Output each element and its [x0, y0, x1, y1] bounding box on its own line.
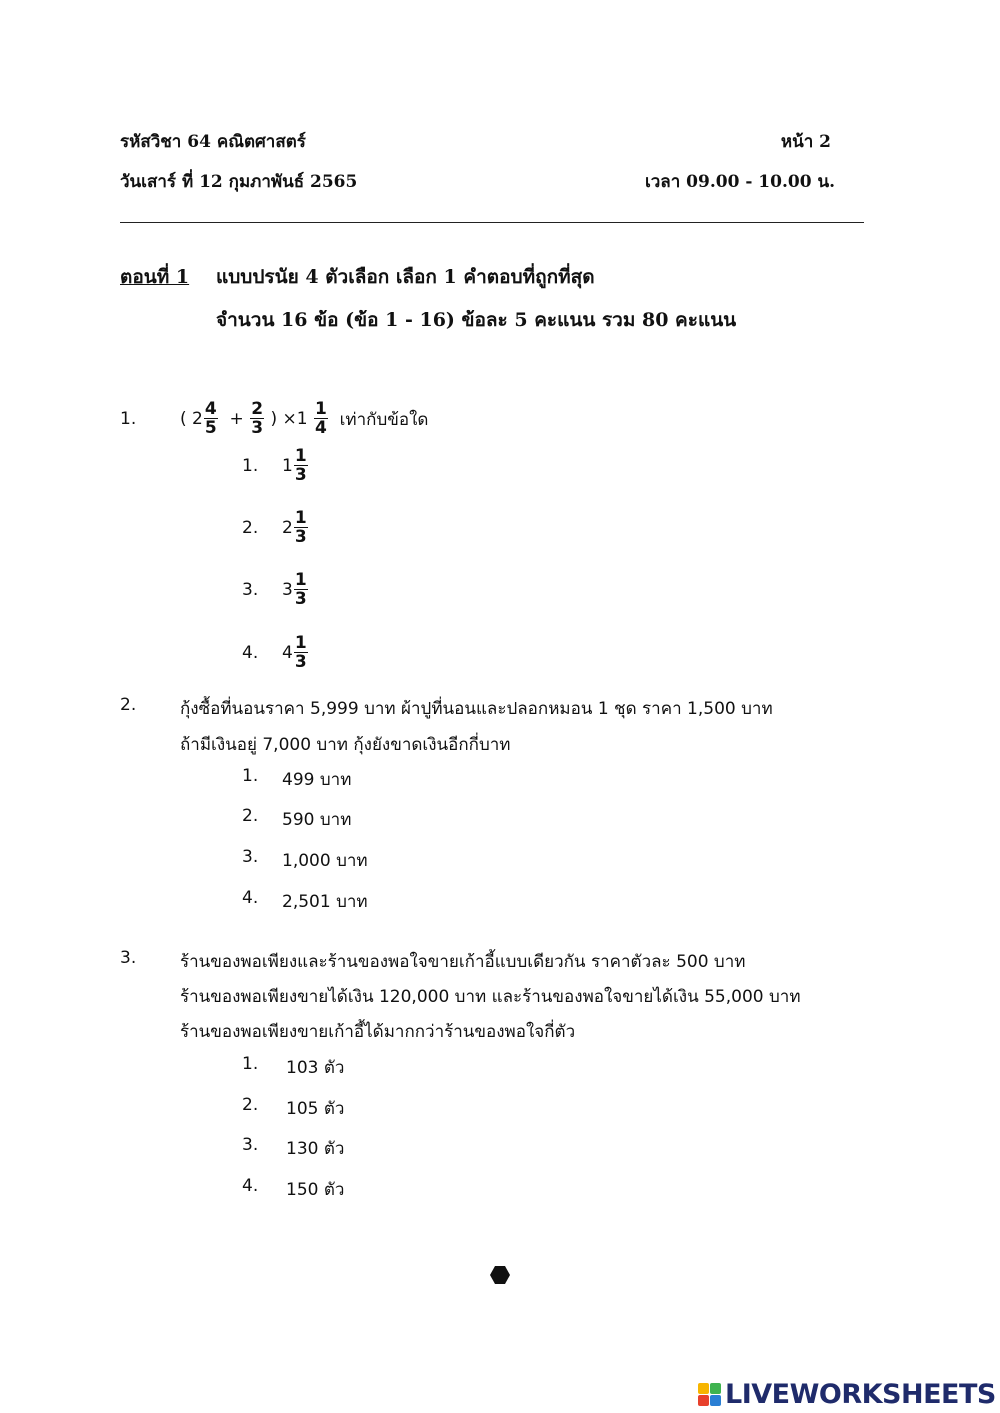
- numerator: 1: [294, 570, 307, 590]
- question-2-text-line: กุ้งซื้อที่นอนราคา 5,999 บาท ผ้าปูที่นอนและปลอกหมอน 1 ชุด ราคา 1,500 บาท: [180, 699, 773, 719]
- fraction: [314, 401, 328, 437]
- question-2-number: 2.: [120, 695, 137, 715]
- question-3-text-line: ร้านของพอเพียงขายได้เงิน 120,000 บาท และร้านของพอใจขายได้เงิน 55,000 บาท: [180, 987, 801, 1007]
- question-2-text-line: ถ้ามีเงินอยู่ 7,000 บาท กุ้งยังขาดเงินอีกกี่บาท: [180, 735, 511, 755]
- choice-text: 130 ตัว: [286, 1139, 345, 1159]
- choice-text: 499 บาท: [282, 770, 352, 790]
- section-title: ตอนที่ 1: [120, 266, 190, 288]
- whole-part: 3: [282, 580, 293, 600]
- whole-part: 1: [282, 456, 293, 476]
- choice-number: 1.: [242, 1054, 259, 1074]
- open-paren: (: [180, 409, 187, 429]
- whole-part: 2: [282, 518, 293, 538]
- choice-number: 3.: [242, 580, 259, 600]
- choice-number: 2.: [242, 1095, 259, 1115]
- denominator: 5: [204, 418, 217, 438]
- numerator: 1: [294, 508, 307, 528]
- denominator: 3: [294, 652, 307, 672]
- fraction: [294, 510, 308, 546]
- exam-date: วันเสาร์ ที่ 12 กุมภาพันธ์ 2565: [120, 172, 358, 192]
- choice-text: 103 ตัว: [286, 1058, 345, 1078]
- denominator: 3: [294, 465, 307, 485]
- choice-answer: [282, 445, 309, 487]
- denominator: 3: [294, 527, 307, 547]
- grid-square: [710, 1383, 721, 1394]
- plus-sign: +: [229, 409, 244, 429]
- choice-text: 1,000 บาท: [282, 851, 368, 871]
- choice-number: 3.: [242, 847, 259, 867]
- question-1-number: 1.: [120, 409, 137, 429]
- choice-number: 4.: [242, 643, 259, 663]
- choice-number: 2.: [242, 518, 259, 538]
- denominator: 3: [294, 589, 307, 609]
- times-sign: ×1: [282, 409, 308, 429]
- choice-text: 150 ตัว: [286, 1180, 345, 1200]
- numerator: 4: [204, 399, 217, 419]
- choice-number: 2.: [242, 806, 259, 826]
- numerator: 1: [294, 633, 307, 653]
- page-number: หน้า 2: [780, 132, 831, 152]
- liveworksheets-logo[interactable]: [698, 1379, 996, 1410]
- choice-answer: [282, 569, 309, 611]
- choice-text: 2,501 บาท: [282, 892, 368, 912]
- choice-number: 3.: [242, 1135, 259, 1155]
- grid-square: [698, 1383, 709, 1394]
- subject-code: รหัสวิชา 64 คณิตศาสตร์: [120, 132, 306, 152]
- grid-square: [698, 1395, 709, 1406]
- choice-number: 1.: [242, 456, 259, 476]
- hexagon-page-marker-icon: [490, 1266, 510, 1284]
- choice-number: 4.: [242, 888, 259, 908]
- whole-part: 2: [192, 409, 203, 429]
- fraction: [204, 401, 218, 437]
- choice-text: 105 ตัว: [286, 1099, 345, 1119]
- whole-part: 4: [282, 643, 293, 663]
- choice-answer: [282, 507, 309, 549]
- fraction: [294, 635, 308, 671]
- question-1-tail: เท่ากับข้อใด: [339, 409, 429, 430]
- numerator: 1: [294, 446, 307, 466]
- section-scoring: จำนวน 16 ข้อ (ข้อ 1 - 16) ข้อละ 5 คะแนน รวม 80 คะแนน: [216, 309, 737, 331]
- choice-number: 4.: [242, 1176, 259, 1196]
- exam-time: เวลา 09.00 - 10.00 น.: [644, 172, 835, 192]
- choice-answer: [282, 632, 309, 674]
- numerator: 1: [314, 399, 327, 419]
- question-1-expression: [180, 396, 428, 442]
- brand-name: LIVEWORKSHEETS: [725, 1379, 996, 1410]
- question-3-text-line: ร้านของพอเพียงและร้านของพอใจขายเก้าอี้แบบเดียวกัน ราคาตัวละ 500 บาท: [180, 952, 746, 972]
- choice-text: 590 บาท: [282, 810, 352, 830]
- header-divider: [120, 222, 864, 223]
- fraction: [250, 401, 264, 437]
- choice-number: 1.: [242, 766, 259, 786]
- section-instructions: แบบปรนัย 4 ตัวเลือก เลือก 1 คำตอบที่ถูกที่สุด: [216, 266, 595, 288]
- denominator: 4: [314, 418, 327, 438]
- question-3-text-line: ร้านของพอเพียงขายเก้าอี้ได้มากกว่าร้านของพอใจกี่ตัว: [180, 1022, 576, 1042]
- fraction: [294, 572, 308, 608]
- close-paren: ): [270, 409, 278, 429]
- question-3-number: 3.: [120, 948, 137, 968]
- numerator: 2: [251, 399, 264, 419]
- liveworksheets-grid-icon: [698, 1383, 721, 1406]
- denominator: 3: [251, 418, 264, 438]
- grid-square: [710, 1395, 721, 1406]
- fraction: [294, 448, 308, 484]
